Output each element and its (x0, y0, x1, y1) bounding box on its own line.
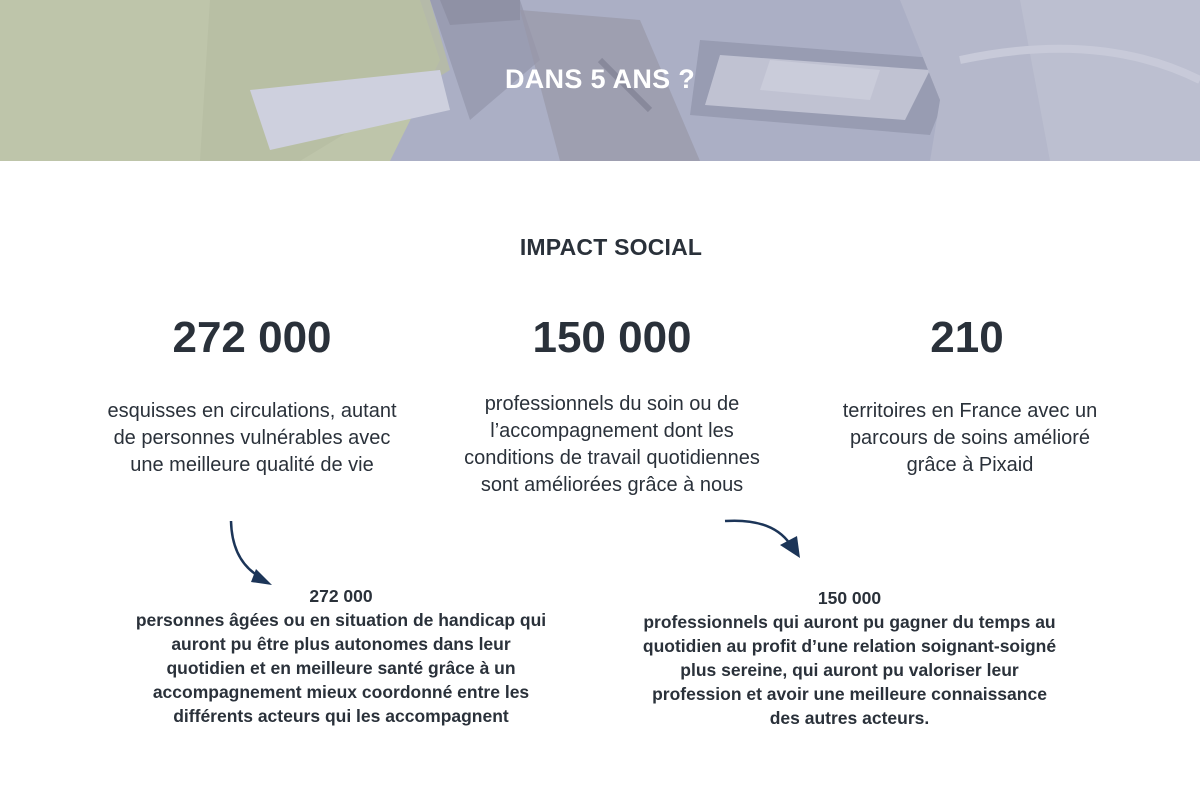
arrow-down-right-icon-1 (220, 515, 280, 590)
stat-description-3: territoires en France avec un parcours de soins amélioré grâce à Pixaid (842, 400, 1098, 476)
detail-number-2: 150 000 (817, 588, 882, 608)
detail-block-2 (642, 586, 1057, 730)
hero-banner (0, 0, 1200, 161)
stat-number-1: 272 000 (172, 313, 332, 362)
detail-text-1: personnes âgées ou en situation de handicap qui auront pu être plus autonomes dans leur quotidien et en meilleure santé grâce à un accompagnement mieux coordonné entre les différents acteurs qui les accompagnent (135, 610, 547, 726)
stat-description-1: esquisses en circulations, autant de personnes vulnérables avec une meilleure qualité de vie (107, 400, 397, 476)
stat-number-2: 150 000 (532, 313, 692, 362)
detail-number-1: 272 000 (309, 586, 373, 606)
detail-text-2: professionnels qui auront pu gagner du temps au quotidien au profit d’une relation soignant-soigné plus sereine, qui auront pu valoriser leur profession et avoir une meilleure connaissance des autres acteurs. (642, 612, 1057, 728)
detail-block-1 (130, 584, 552, 728)
arrow-down-right-icon-2 (720, 512, 810, 560)
stat-description-2: professionnels du soin ou de l’accompagnement dont les conditions de travail quotidiennes sont améliorées grâce à nous (464, 393, 760, 496)
hero-title: DANS 5 ANS ? (504, 64, 696, 94)
stat-number-3: 210 (930, 313, 1004, 362)
section-title: IMPACT SOCIAL (519, 234, 703, 260)
